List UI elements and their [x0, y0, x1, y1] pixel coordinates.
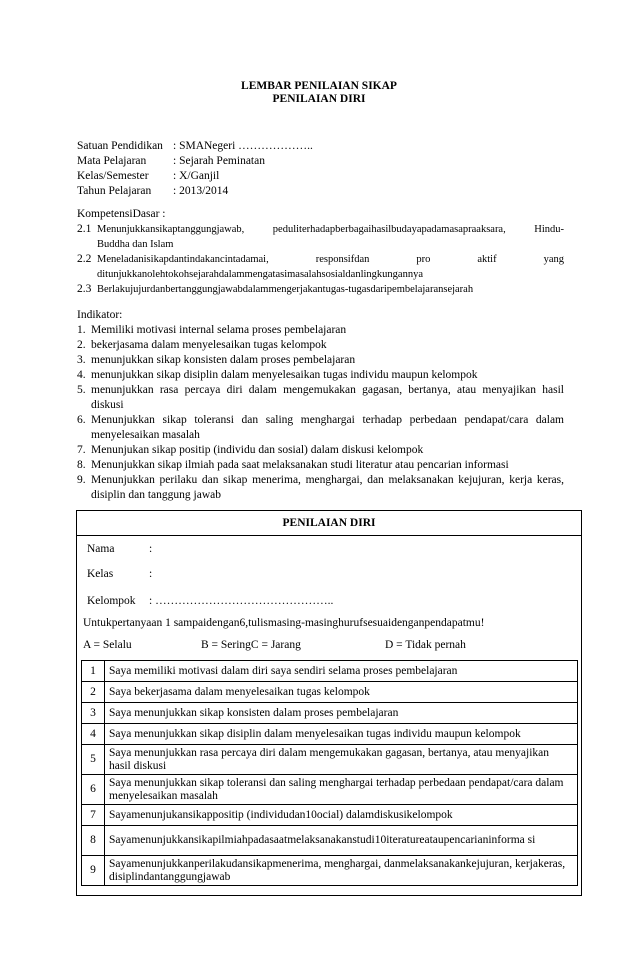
meta-value: : 2013/2014 — [173, 185, 229, 197]
table-row — [82, 856, 578, 886]
row-number: 7 — [82, 805, 105, 826]
row-number: 5 — [82, 745, 105, 775]
indikator-item — [77, 323, 564, 338]
meta-row — [77, 139, 577, 154]
indikator-text: menunjukkan sikap konsisten dalam proses pembelajaran — [91, 354, 356, 366]
indikator-text: Menunjukkan perilaku dan sikap menerima, menghargai, dan melaksanakan kejujuran, kerja keras, disiplin dan tanggung jawab — [91, 474, 564, 501]
meta-row — [77, 184, 577, 199]
row-number: 2 — [82, 682, 105, 703]
kelas-value[interactable]: : — [149, 568, 153, 580]
table-row — [82, 682, 578, 703]
statement-cell: Saya menunjukkan sikap toleransi dan saling menghargai terhadap perbedaan pendapat/cara dalam menyelesaikan masalah — [105, 775, 578, 805]
kelompok-label: Kelompok — [87, 595, 136, 607]
table-row — [82, 745, 578, 775]
indikator-text: Menunjukkan sikap ilmiah pada saat melaksanakan studi literatur atau pencarian informasi — [91, 459, 509, 471]
indikator-number: 3. — [77, 354, 86, 366]
row-number: 1 — [82, 661, 105, 682]
document-title — [0, 80, 638, 106]
identity-block — [77, 139, 577, 199]
meta-label: Kelas/Semester — [77, 170, 149, 182]
kelompok-value[interactable]: : ……………………………………….. — [149, 595, 334, 607]
indikator-text: Menunjukan sikap positip (individu dan sosial) dalam diskusi kelompok — [91, 444, 424, 456]
scale-bc: B = SeringC = Jarang — [201, 639, 301, 651]
indikator-number: 7. — [77, 444, 86, 456]
indikator-item — [77, 353, 564, 368]
indikator-item — [77, 473, 564, 503]
table-row — [82, 805, 578, 826]
meta-label: Tahun Pelajaran — [77, 185, 152, 197]
title-line-1: LEMBAR PENILAIAN SIKAP — [241, 80, 397, 92]
scale-d: D = Tidak pernah — [385, 639, 466, 651]
table-row — [82, 661, 578, 682]
indikator-number: 8. — [77, 459, 86, 471]
meta-value: : X/Ganjil — [173, 170, 220, 182]
table-row — [82, 775, 578, 805]
statement-cell: Sayamenunjukansikappositip (individudan10ocial) dalamdiskusikelompok — [105, 805, 578, 826]
indikator-number: 2. — [77, 339, 86, 351]
meta-row — [77, 154, 577, 169]
indikator-section — [77, 308, 564, 503]
kompetensi-item — [77, 282, 564, 297]
indikator-text: menunjukkan rasa percaya diri dalam mengemukakan gagasan, bertanya, atau menyajikan hasil diskusi — [91, 384, 564, 411]
meta-label: Mata Pelajaran — [77, 155, 147, 167]
row-number: 4 — [82, 724, 105, 745]
kompetensi-heading: KompetensiDasar : — [77, 208, 166, 220]
indikator-number: 6. — [77, 414, 86, 426]
kompetensi-item-cont — [77, 237, 564, 252]
indikator-number: 9. — [77, 474, 86, 486]
indikator-text: menunjukkan sikap disiplin dalam menyelesaikan tugas individu maupun kelompok — [91, 369, 478, 381]
indikator-item — [77, 458, 564, 473]
kompetensi-number: 2.3 — [77, 283, 92, 295]
row-number: 9 — [82, 856, 105, 886]
meta-value: : Sejarah Peminatan — [173, 155, 265, 167]
kompetensi-dasar-section — [77, 207, 564, 297]
indikator-number: 5. — [77, 384, 86, 396]
self-assessment-table — [81, 660, 578, 886]
kelompok-row — [87, 595, 333, 607]
statement-cell: Sayamenunjukkansikapilmiahpadasaatmelaksanakanstudi10iteratureataupencarianinforma si — [105, 826, 578, 856]
indikator-item — [77, 338, 564, 353]
table-row — [82, 826, 578, 856]
statement-cell: Saya menunjukkan rasa percaya diri dalam mengemukakan gagasan, bertanya, atau menyajikan hasil diskusi — [105, 745, 578, 775]
kompetensi-item — [77, 222, 564, 237]
nama-value[interactable]: : — [149, 543, 153, 555]
kompetensi-text: Menunjukkansikaptanggungjawab, peduliterhadapberbagaihasilbudayapadamasapraaksara, Hindu- — [97, 224, 564, 235]
penilaian-diri-box — [76, 510, 582, 896]
meta-row — [77, 169, 577, 184]
indikator-text: Memiliki motivasi internal selama proses pembelajaran — [91, 324, 347, 336]
indikator-number: 4. — [77, 369, 86, 381]
indikator-item — [77, 368, 564, 383]
kompetensi-number: 2.2 — [77, 253, 92, 265]
row-number: 8 — [82, 826, 105, 856]
indikator-item — [77, 383, 564, 413]
kompetensi-item-cont — [77, 267, 564, 282]
indikator-heading: Indikator: — [77, 309, 123, 321]
statement-cell: Saya memiliki motivasi dalam diri saya sendiri selama proses pembelajaran — [105, 661, 578, 682]
statement-cell: Saya bekerjasama dalam menyelesaikan tugas kelompok — [105, 682, 578, 703]
nama-row — [87, 543, 152, 555]
indikator-text: Menunjukkan sikap toleransi dan saling menghargai terhadap perbedaan pendapat/cara dalam menyelesaikan masalah — [91, 414, 564, 441]
title-line-2: PENILAIAN DIRI — [272, 93, 366, 105]
nama-label: Nama — [87, 543, 115, 555]
kelas-row — [87, 568, 152, 580]
kompetensi-text: Berlakujujurdanbertanggungjawabdalammengerjakantugas-tugasdaripembelajaransejarah — [97, 284, 474, 295]
indikator-text: bekerjasama dalam menyelesaikan tugas kelompok — [91, 339, 327, 351]
kelas-label: Kelas — [87, 568, 114, 580]
kompetensi-item — [77, 252, 564, 267]
indikator-number: 1. — [77, 324, 86, 336]
statement-cell: Sayamenunjukkanperilakudansikapmenerima, menghargai, danmelaksanakankejujuran, kerjakeras, disiplindantanggungjawab — [105, 856, 578, 886]
statement-cell: Saya menunjukkan sikap konsisten dalam proses pembelajaran — [105, 703, 578, 724]
kompetensi-text-cont: Buddha dan Islam — [97, 239, 174, 250]
row-number: 3 — [82, 703, 105, 724]
table-row — [82, 724, 578, 745]
instruction-text: Untukpertanyaan 1 sampaidengan6,tulismasing-masinghurufsesuaidenganpendapatmu! — [83, 617, 485, 629]
table-row — [82, 703, 578, 724]
kompetensi-text: Meneladanisikapdantindakancintadamai, responsifdan pro aktif yang — [97, 254, 564, 265]
indikator-item — [77, 413, 564, 443]
penilaian-heading: PENILAIAN DIRI — [77, 511, 581, 536]
meta-label: Satuan Pendidikan — [77, 140, 163, 152]
indikator-item — [77, 443, 564, 458]
scale-a: A = Selalu — [83, 639, 132, 651]
kompetensi-text-cont: ditunjukkanolehtokohsejarahdalammengatasimasalahsosialdanlingkungannya — [97, 269, 423, 280]
meta-value: : SMANegeri ……………….. — [173, 140, 313, 152]
row-number: 6 — [82, 775, 105, 805]
kompetensi-number: 2.1 — [77, 223, 92, 235]
statement-cell: Saya menunjukkan sikap disiplin dalam menyelesaikan tugas individu maupun kelompok — [105, 724, 578, 745]
